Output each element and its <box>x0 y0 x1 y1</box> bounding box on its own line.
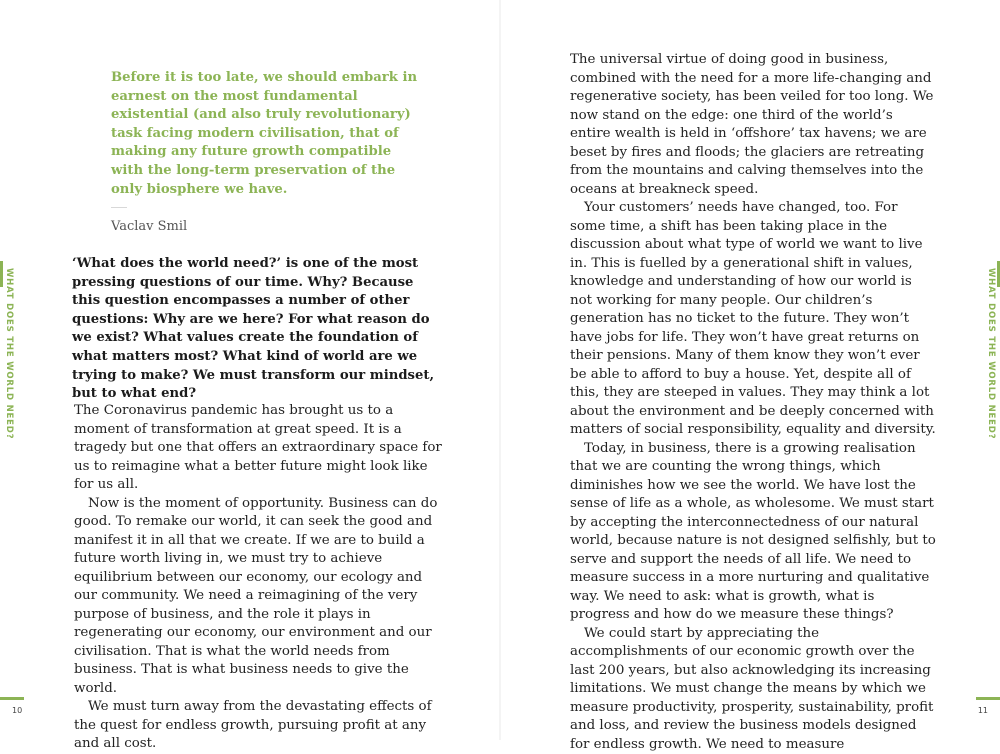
epigraph-quote: Before it is too late, we should embark in earnest on the most fundamental existential (and also truly revolutionary) task facing modern civilisation, that of making any future growth compatible with the long-term preservation of the only biosphere we have. <box>111 69 421 199</box>
left-page <box>0 0 500 740</box>
body-paragraph: Your customers’ needs have changed, too. For some time, a shift has been taking place in the discussion about what type of world we want to live in. This is fuelled by a generational shift in values, knowledge and understanding of how our world is not working for many people. Our children’s generation has no ticket to the future. They won’t have jobs for life. They won’t have great returns on their pensions. Many of them know they won’t ever be able to afford to buy a house. Yet, despite all of this, they are steeped in values. They may think a lot about the environment and be deeply concerned with matters of social responsibility, equality and diversity. <box>570 199 936 440</box>
page-number: 10 <box>12 706 22 715</box>
right-body-text <box>570 51 936 754</box>
body-paragraph: The Coronavirus pandemic has brought us to a moment of transformation at great speed. It is a tragedy but one that offers an extraordinary space for us to reimagine what a better future might look like for us all. <box>74 402 446 495</box>
epigraph-divider <box>111 207 127 208</box>
left-body-text <box>74 402 446 754</box>
section-running-head: WHAT DOES THE WORLD NEED? <box>986 268 996 439</box>
epigraph <box>111 69 421 234</box>
right-page <box>500 0 1000 740</box>
folio-rule <box>0 697 24 700</box>
section-running-head: WHAT DOES THE WORLD NEED? <box>4 268 14 439</box>
body-paragraph: The universal virtue of doing good in business, combined with the need for a more life-changing and regenerative society, has been veiled for too long. We now stand on the edge: one third of the world’s entire wealth is held in ‘offshore’ tax havens; we are beset by fires and floods; the glaciers are retreating from the mountains and calving themselves into the oceans at breakneck speed. <box>570 51 936 199</box>
lead-paragraph: ‘What does the world need?’ is one of the most pressing questions of our time. Why? Because this question encompasses a number of other questions: Why are we here? For what reason do we exist? What values create the foundation of what matters most? What kind of world are we trying to make? We must transform our mindset, but to what end? <box>72 255 444 404</box>
page-number: 11 <box>978 706 988 715</box>
body-paragraph: Now is the moment of opportunity. Business can do good. To remake our world, it can seek the good and manifest it in all that we create. If we are to build a future worth living in, we must try to achieve equilibrium between our economy, our ecology and our community. We need a reimagining of the very purpose of business, and the role it plays in regenerating our economy, our environment and our civilisation. That is what the world needs from business. That is what business needs to give the world. <box>74 495 446 699</box>
body-paragraph: We must turn away from the devastating effects of the quest for endless growth, pursuing profit at any and all cost. <box>74 698 446 754</box>
body-paragraph: Today, in business, there is a growing realisation that we are counting the wrong things, which diminishes how we see the world. We have lost the sense of life as a whole, as wholesome. We must start by accepting the interconnectedness of our natural world, because nature is not designed selfishly, but to serve and support the needs of all life. We need to measure success in a more nurturing and qualitative way. We need to ask: what is growth, what is progress and how do we measure these things? <box>570 440 936 625</box>
epigraph-author: Vaclav Smil <box>111 219 421 234</box>
folio-rule <box>976 697 1000 700</box>
section-marker-bar <box>0 261 3 287</box>
body-paragraph: We could start by appreciating the accomplishments of our economic growth over the last 200 years, but also acknowledging its increasing limitations. We must change the means by which we measure productivity, prosperity, sustainability, profit and loss, and review the business models designed for endless growth. We need to measure <box>570 625 936 754</box>
